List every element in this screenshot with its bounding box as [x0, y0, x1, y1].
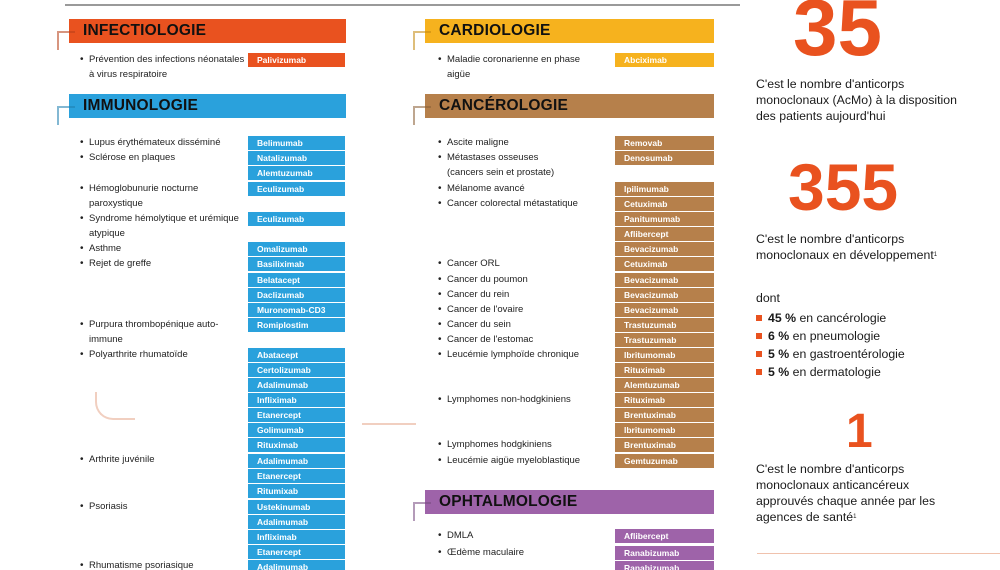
indication-label: • Cancer de l'ovaire: [438, 303, 613, 318]
drug-chip: Eculizumab: [248, 212, 345, 226]
square-bullet-icon: [756, 369, 762, 375]
indication-label: • Hémoglobunurie nocturne paroxystique: [80, 182, 248, 211]
drug-chip: Denosumab: [615, 151, 714, 165]
footnote-mark: 1: [853, 514, 857, 520]
drug-chip: Certolizumab: [248, 363, 345, 377]
indication-label: • Leucémie aigüe myeloblastique: [438, 454, 613, 469]
indication-label: • Cancer de l'estomac: [438, 333, 613, 348]
drug-chip: Golimumab: [248, 423, 345, 437]
drug-chip: Ustekinumab: [248, 500, 345, 514]
drug-chip: Adalimumab: [248, 378, 345, 392]
stat-number-available: 35: [793, 0, 882, 72]
drug-chip: Ibritumomab: [615, 348, 714, 362]
drug-chip: Rituximab: [615, 393, 714, 407]
indication-label: • DMLA: [438, 529, 613, 544]
drug-chip: Natalizumab: [248, 151, 345, 165]
drug-chip: Alemtuzumab: [615, 378, 714, 392]
category-header-cardiologie: CARDIOLOGIE: [425, 19, 714, 43]
indication-label: • Cancer du rein: [438, 288, 613, 303]
decorative-curve: [95, 392, 135, 420]
decorative-line: [362, 423, 416, 425]
indication-label: • Métastases osseuses: [438, 151, 613, 166]
drug-chip: Rituximab: [615, 363, 714, 377]
drug-chip: Muronomab-CD3: [248, 303, 345, 317]
top-divider: [65, 4, 740, 6]
drug-chip: Ibritumomab: [615, 423, 714, 437]
drug-chip: Bevacizumab: [615, 273, 714, 287]
indication-label: • Lymphomes non-hodgkiniens: [438, 393, 613, 408]
breakdown-item: 5 % en dermatologie: [756, 364, 881, 380]
drug-chip: Ipilimumab: [615, 182, 714, 196]
drug-chip: Cetuximab: [615, 257, 714, 271]
indication-label: • Polyarthrite rhumatoïde: [80, 348, 248, 363]
drug-chip: Panitumumab: [615, 212, 714, 226]
breakdown-item: 5 % en gastroentérologie: [756, 346, 905, 362]
indication-label: • Rejet de greffe: [80, 257, 248, 272]
drug-chip: Basiliximab: [248, 257, 345, 271]
stat-description-development: C'est le nombre d'anticorps monoclonaux en développement$^1$: [756, 232, 938, 262]
drug-chip: Etanercept: [248, 545, 345, 559]
drug-chip: Bevacizumab: [615, 303, 714, 317]
breakdown-intro: dont: [756, 291, 780, 305]
drug-chip: Bevacizumab: [615, 288, 714, 302]
indication-label: • Arthrite juvénile: [80, 453, 248, 468]
square-bullet-icon: [756, 333, 762, 339]
drug-chip: Aflibercept: [615, 529, 714, 543]
indication-label: • Prévention des infections néonatales à virus respiratoire: [80, 53, 248, 82]
stat-number-yearly: 1: [846, 405, 873, 458]
category-header-immunologie: IMMUNOLOGIE: [69, 94, 346, 118]
drug-chip: Belatacept: [248, 273, 345, 287]
drug-chip: Adalimumab: [248, 515, 345, 529]
bottom-decoration: [757, 553, 1000, 570]
category-header-infectiologie: INFECTIOLOGIE: [69, 19, 346, 43]
indication-label: • Rhumatisme psoriasique: [80, 559, 248, 570]
drug-chip: Adalimumab: [248, 454, 345, 468]
drug-chip: Adalimumab: [248, 560, 345, 570]
category-header-ophtalmologie: OPHTALMOLOGIE: [425, 490, 714, 514]
indication-label: • Cancer du poumon: [438, 273, 613, 288]
indication-label: • Psoriasis: [80, 500, 248, 515]
drug-chip: Gemtuzumab: [615, 454, 714, 468]
indication-label: • Ascite maligne: [438, 136, 613, 151]
indication-label: • Purpura thrombopénique auto-immune: [80, 318, 248, 347]
indication-label: • Lupus érythémateux disséminé: [80, 136, 248, 151]
indication-label: • Maladie coronarienne en phase aigüe: [438, 53, 598, 82]
indication-label: • Œdème maculaire: [438, 546, 613, 561]
indication-label: • Syndrome hémolytique et urémique atypique: [80, 212, 248, 241]
indication-note: (cancers sein et prostate): [447, 167, 555, 178]
indication-label: • Leucémie lymphoïde chronique: [438, 348, 613, 363]
indication-label: • Sclérose en plaques: [80, 151, 248, 166]
drug-chip: Etanercept: [248, 408, 345, 422]
drug-chip: Trastuzumab: [615, 333, 714, 347]
stat-description-yearly: C'est le nombre d'anticorps monoclonaux anticancéreux approuvés chaque année par les agences de santé$^1$: [756, 462, 936, 524]
indication-label: • Cancer ORL: [438, 257, 613, 272]
indication-label: • Mélanome avancé: [438, 182, 613, 197]
stat-description-available: C'est le nombre d'anticorps monoclonaux (AcMo) à la disposition des patients aujourd'hui: [756, 77, 957, 123]
drug-chip: Brentuximab: [615, 438, 714, 452]
square-bullet-icon: [756, 315, 762, 321]
square-bullet-icon: [756, 351, 762, 357]
drug-chip: Alemtuzumab: [248, 166, 345, 180]
stat-number-development: 355: [788, 150, 899, 224]
drug-chip: Abciximab: [615, 53, 714, 67]
drug-chip: Trastuzumab: [615, 318, 714, 332]
drug-chip: Brentuximab: [615, 408, 714, 422]
drug-chip: Romiplostim: [248, 318, 345, 332]
drug-chip: Daclizumab: [248, 288, 345, 302]
drug-chip: Ranabizumab: [615, 546, 714, 560]
drug-chip: Palivizumab: [248, 53, 345, 67]
drug-chip: Infliximab: [248, 393, 345, 407]
drug-chip: Eculizumab: [248, 182, 345, 196]
drug-chip: Omalizumab: [248, 242, 345, 256]
drug-chip: Etanercept: [248, 469, 345, 483]
indication-label: • Cancer du sein: [438, 318, 613, 333]
drug-chip: Bevacizumab: [615, 242, 714, 256]
drug-chip: Abatacept: [248, 348, 345, 362]
indication-label: • Lymphomes hodgkiniens: [438, 438, 613, 453]
drug-chip: Removab: [615, 136, 714, 150]
breakdown-item: 6 % en pneumologie: [756, 328, 880, 344]
breakdown-item: 45 % en cancérologie: [756, 310, 886, 326]
indication-label: • Asthme: [80, 242, 248, 257]
indication-label: • Cancer colorectal métastatique: [438, 197, 613, 212]
category-header-cancerologie: CANCÉROLOGIE: [425, 94, 714, 118]
footnote-mark: 1: [933, 252, 938, 258]
drug-chip: Belimumab: [248, 136, 345, 150]
drug-chip: Ranabizumab: [615, 561, 714, 570]
drug-chip: Ritumixab: [248, 484, 345, 498]
drug-chip: Aflibercept: [615, 227, 714, 241]
drug-chip: Cetuximab: [615, 197, 714, 211]
drug-chip: Infliximab: [248, 530, 345, 544]
drug-chip: Rituximab: [248, 438, 345, 452]
